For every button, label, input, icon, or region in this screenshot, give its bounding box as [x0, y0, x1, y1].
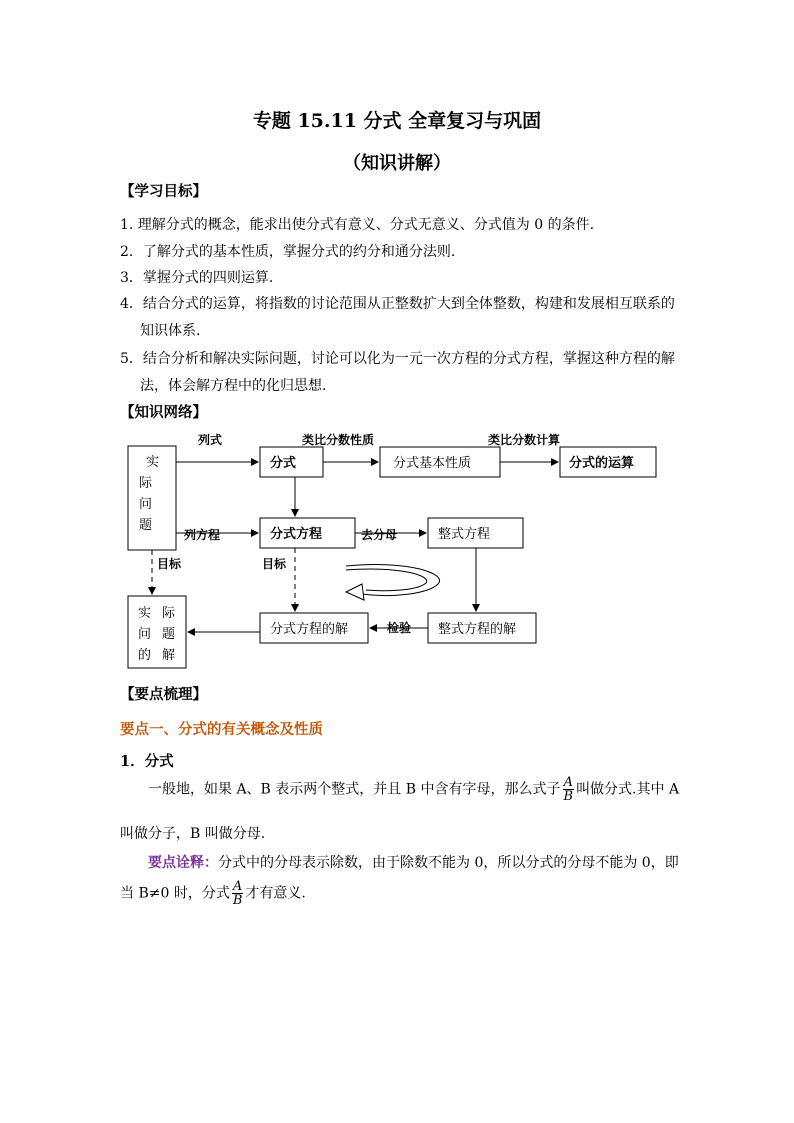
box-real-solution-char-1: 实 [138, 606, 152, 621]
point1-note-line1 [148, 852, 679, 872]
box-integral-solution-label: 整式方程的解 [438, 622, 517, 637]
point1-para1-b: 叫做分式.其中 A [576, 781, 680, 798]
note-text-c: 才有意义. [245, 885, 306, 902]
point1-paragraph-line1 [148, 776, 679, 803]
box-real-solution-char-5: 的 [138, 648, 152, 663]
label-lie-shi: 列式 [198, 433, 223, 447]
box-real-solution [128, 596, 186, 668]
objective-2: 2．了解分式的基本性质，掌握分式的约分和通分法则. [120, 244, 456, 260]
objective-1: 1. 理解分式的概念，能求出使分式有意义、分式无意义、分式值为 0 的条件. [120, 217, 595, 233]
point1-para1-a: 一般地，如果 A、B 表示两个整式，并且 B 中含有字母，那么式子 [148, 781, 561, 798]
objective-3: 3．掌握分式的四则运算. [120, 270, 274, 286]
section-network: 【知识网络】 [120, 404, 207, 421]
box-basic-property-label: 分式基本性质 [393, 456, 472, 471]
point1-subheading: 1．分式 [120, 753, 174, 770]
box-real-solution-char-2: 际 [162, 606, 176, 621]
box-real-solution-char-6: 解 [162, 648, 176, 663]
label-qu-fenmu: 去分母 [361, 528, 398, 542]
note-label: 要点诠释： [148, 855, 218, 871]
box-fraction-label: 分式 [270, 456, 297, 471]
section-keypoints: 【要点梳理】 [120, 686, 207, 703]
section-objectives: 【学习目标】 [120, 183, 207, 200]
box-fraction-equation-label: 分式方程 [270, 527, 323, 542]
objective-5-cont: 法，体会解方程中的化归思想. [140, 378, 327, 394]
label-analog-calc: 类比分数计算 [488, 433, 561, 447]
label-check: 检验 [387, 621, 412, 635]
box-integral-equation-label: 整式方程 [438, 527, 491, 542]
label-goal-mid: 目标 [262, 557, 287, 571]
point1-heading: 要点一、分式的有关概念及性质 [120, 721, 323, 738]
point1-paragraph-line2: 叫做分子，B 叫做分母. [120, 826, 266, 842]
box-real-problem-char-1: 实 [146, 455, 160, 470]
note-text-b: 当 B≠0 时，分式 [120, 885, 230, 902]
label-analog-property: 类比分数性质 [302, 433, 375, 447]
box-real-solution-char-4: 题 [162, 627, 176, 642]
fraction-numerator: A [563, 775, 573, 790]
box-real-solution-char-3: 问 [138, 627, 152, 642]
label-lie-fangcheng: 列方程 [184, 528, 221, 542]
note-text-a: 分式中的分母表示除数，由于除数不能为 0，所以分式的分母不能为 0，即 [218, 855, 679, 871]
label-goal-left: 目标 [157, 557, 182, 571]
fraction-denominator: B [563, 789, 574, 804]
box-operations-label: 分式的运算 [569, 456, 635, 471]
box-fraction-solution-label: 分式方程的解 [270, 622, 349, 637]
objective-5: 5．结合分析和解决实际问题，讨论可以化为一元一次方程的分式方程，掌握这种方程的解 [120, 351, 675, 367]
point1-note-line2 [120, 880, 306, 907]
box-real-problem-char-3: 问 [139, 497, 153, 512]
fraction-denominator-note: B [232, 893, 243, 908]
fraction-a-over-b [563, 776, 575, 803]
box-real-problem-char-2: 际 [139, 476, 153, 491]
objective-4: 4．结合分式的运算，将指数的讨论范围从正整数扩大到全体整数，构建和发展相互联系的 [120, 296, 675, 312]
document-subtitle: （知识讲解） [343, 153, 451, 174]
objective-4-cont: 知识体系. [140, 323, 201, 339]
curved-arrow-head [346, 584, 364, 600]
fraction-numerator-note: A [232, 879, 243, 894]
document-title: 专题 15.11 分式 全章复习与巩固 [252, 110, 542, 132]
box-real-problem-char-4: 题 [139, 518, 153, 533]
fraction-a-over-b-note [232, 880, 244, 907]
